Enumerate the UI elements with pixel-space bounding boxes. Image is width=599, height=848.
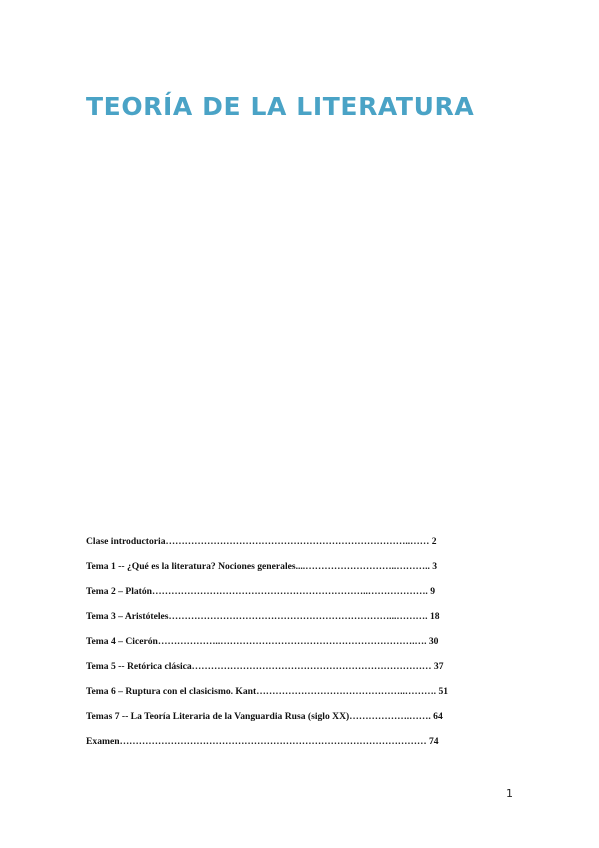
toc-entry-introduction: Clase introductoria…………………………………………………………………..…… 2 [86, 536, 437, 547]
toc-entry-tema-7: Temas 7 -- La Teoría Literaria de la Vanguardia Rusa (siglo XX)……………….……. 64 [86, 711, 443, 722]
toc-entry-tema-5: Tema 5 -- Retórica clásica………………………………………………………………… 37 [86, 661, 444, 672]
toc-entry-tema-1: Tema 1 -- ¿Qué es la literatura? Nociones generales....………………………..……….. 3 [86, 561, 438, 572]
document-title: TEORÍA DE LA LITERATURA [86, 92, 475, 121]
toc-entry-examen: Examen…………………………………………………………………………………… 74 [86, 736, 439, 747]
page-number: 1 [506, 787, 513, 800]
toc-entry-tema-2: Tema 2 – Platón…………………………………………………………..………………. 9 [86, 586, 436, 597]
toc-entry-tema-4: Tema 4 – Cicerón………………..…………………………………………………….…. 30 [86, 636, 439, 647]
toc-entry-tema-3: Tema 3 – Aristóteles……………………………………………………………...………. 18 [86, 611, 440, 622]
table-of-contents [86, 534, 506, 759]
toc-entry-tema-6: Tema 6 – Ruptura con el clasicismo. Kant………………………………………..………. 51 [86, 686, 449, 697]
